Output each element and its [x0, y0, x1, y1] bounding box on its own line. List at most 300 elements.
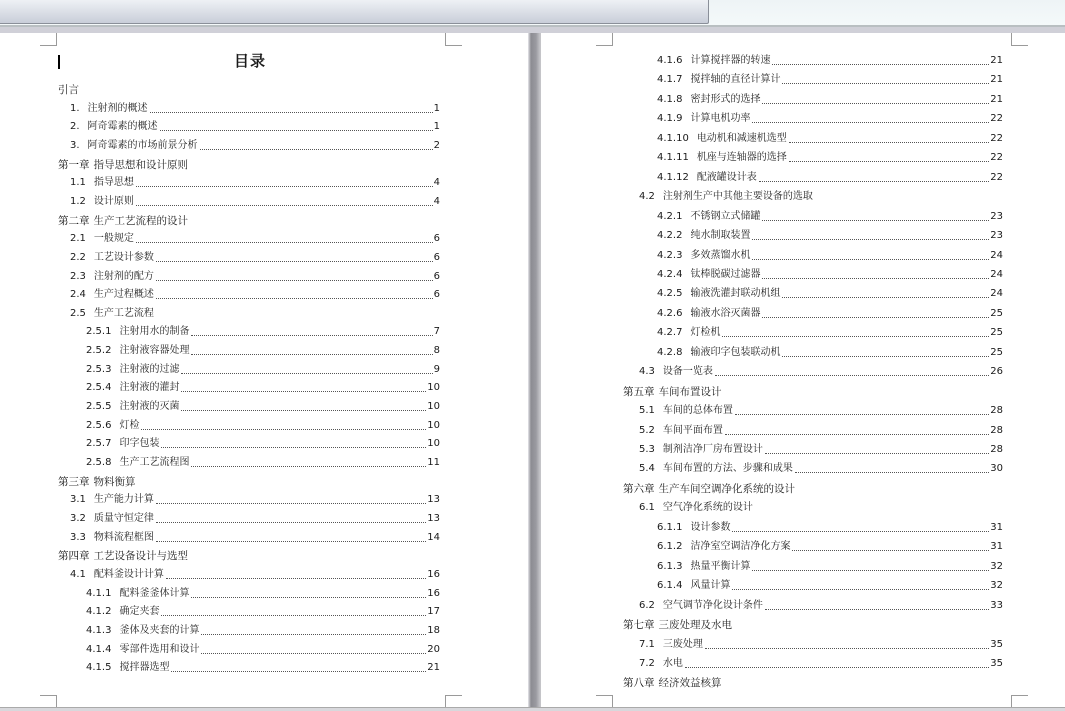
toc-entry-number: 3.2	[70, 512, 86, 524]
toc-entry[interactable]	[86, 395, 440, 413]
toc-page-number: 6	[433, 251, 440, 263]
toc-entry-label: 阿奇霉素的市场前景分析	[87, 139, 198, 151]
toc-entry-label: 工艺设计参数	[93, 251, 154, 263]
toc-entry[interactable]	[86, 619, 440, 637]
page-gutter	[528, 33, 541, 707]
toc-entry-label: 生产工艺流程的设计	[93, 214, 188, 227]
toc-entry-label: 配液罐设计表	[696, 171, 757, 183]
toc-entry-label: 车间平面布置	[662, 424, 723, 436]
toc-entry[interactable]	[86, 582, 440, 600]
toc-title: 目录	[233, 52, 266, 70]
toc-entry[interactable]	[657, 49, 1003, 67]
toc-dot-leader	[166, 578, 426, 579]
margin-corner-mark	[1011, 33, 1028, 46]
toc-entry-number: 3.	[70, 139, 80, 151]
toc-entry-number: 2.5.1	[86, 326, 112, 338]
toc-entry-label: 三废处理及水电	[658, 619, 732, 632]
toc-entry-number: 7.1	[639, 638, 655, 650]
toc-entry[interactable]	[657, 244, 1003, 262]
toc-entry[interactable]	[639, 457, 1003, 475]
toc-dot-leader	[782, 83, 989, 84]
toc-dot-leader	[759, 181, 989, 182]
toc-page-number: 21	[990, 93, 1003, 105]
toc-entry-number: 4.1.1	[86, 587, 112, 599]
toc-entry[interactable]	[70, 488, 440, 506]
toc-entry[interactable]	[70, 115, 440, 133]
toc-dot-leader	[685, 667, 989, 668]
toc-dot-leader	[156, 280, 433, 281]
toc-entry-number: 第六章	[623, 482, 655, 495]
toc-entry-number: 4.2.5	[657, 288, 683, 300]
toc-dot-leader	[136, 186, 433, 187]
toc-entry[interactable]	[657, 107, 1003, 125]
toc-page-number: 22	[990, 171, 1003, 183]
toc-entry[interactable]	[639, 438, 1003, 456]
toc-dot-leader	[181, 410, 426, 411]
toc-entry[interactable]	[70, 563, 440, 581]
toc-entry-number: 2.5.2	[86, 345, 112, 357]
toc-entry-number: 第五章	[623, 385, 655, 398]
toc-page-number: 32	[990, 580, 1003, 592]
toc-page-number: 26	[990, 366, 1003, 378]
toc-page-number: 2	[433, 139, 440, 151]
toc-dot-leader	[181, 391, 426, 392]
toc-entry[interactable]	[86, 600, 440, 618]
margin-corner-mark	[445, 33, 462, 46]
toc-entry[interactable]	[70, 227, 440, 245]
toc-dot-leader	[136, 205, 433, 206]
toc-entry-number: 第七章	[623, 619, 655, 632]
toc-entry-number: 4.2.3	[657, 249, 683, 261]
toc-dot-leader	[789, 161, 989, 162]
toc-entry-label: 注射液的灭菌	[119, 401, 180, 413]
toc-entry[interactable]	[86, 638, 440, 656]
toc-dot-leader	[789, 142, 989, 143]
toc-entry[interactable]	[657, 516, 1003, 534]
toc-page-number: 6	[433, 289, 440, 301]
toc-dot-leader	[156, 522, 426, 523]
toc-entry-label: 钛棒脱碳过滤器	[690, 268, 761, 280]
toc-entry-number: 2.4	[70, 289, 86, 301]
toc-entry-number: 2.5.7	[86, 438, 112, 450]
toc-entry[interactable]	[657, 127, 1003, 145]
toc-page-number: 28	[990, 444, 1003, 455]
toc-entry-number: 2.5	[70, 307, 86, 319]
toc-page-number: 6	[433, 233, 440, 245]
toc-page-number: 10	[427, 382, 440, 394]
toc-entry-label: 灯检	[119, 419, 140, 431]
toc-entry[interactable]	[70, 190, 440, 208]
toc-dot-leader	[735, 414, 989, 415]
toc-entry[interactable]	[86, 656, 440, 674]
toc-entry-number: 4.2.1	[657, 210, 683, 222]
toc-dot-leader	[156, 298, 433, 299]
toc-entry-label: 设计原则	[93, 195, 134, 207]
toc-entry[interactable]	[657, 341, 1003, 359]
toc-entry[interactable]	[657, 146, 1003, 164]
toc-dot-leader	[160, 130, 433, 131]
toc-dot-leader	[161, 447, 426, 448]
toc-page-number: 21	[990, 55, 1003, 66]
toc-entry-label: 制剂洁净厂房布置设计	[662, 444, 763, 455]
toc-chapter-heading[interactable]	[58, 470, 440, 488]
toc-entry-number: 7.2	[639, 657, 655, 669]
toc-entry[interactable]	[657, 263, 1003, 281]
toc-entry-number: 3.1	[70, 494, 86, 506]
toc-page-number: 10	[427, 438, 440, 450]
toc-entry[interactable]	[639, 652, 1003, 670]
toc-dot-leader	[136, 242, 433, 243]
toc-dot-leader	[201, 634, 426, 635]
toc-page-number: 1	[433, 102, 440, 114]
toc-chapter-heading[interactable]	[58, 544, 440, 562]
toc-dot-leader	[752, 122, 989, 123]
toc-dot-leader	[732, 531, 989, 532]
toc-entry[interactable]	[639, 399, 1003, 417]
toc-page-number: 30	[990, 463, 1003, 475]
toc-entry[interactable]	[657, 224, 1003, 242]
toc-entry[interactable]	[86, 339, 440, 357]
toc-dot-leader	[156, 503, 426, 504]
toc-entry-number: 4.1.2	[86, 606, 112, 618]
toc-page-number: 14	[427, 531, 440, 543]
toc-dot-leader	[161, 615, 426, 616]
toc-dot-leader	[171, 671, 426, 672]
toc-page-number: 4	[433, 177, 440, 189]
toc-page-number: 22	[990, 152, 1003, 164]
toc-page-number: 7	[433, 326, 440, 338]
toc-entry[interactable]	[657, 555, 1003, 573]
toc-entry-label: 车间的总体布置	[662, 405, 733, 417]
margin-corner-mark	[40, 33, 57, 46]
toc-page-number: 23	[990, 230, 1003, 242]
toc-entry[interactable]	[639, 633, 1003, 651]
toc-entry-number: 1.1	[70, 177, 86, 189]
toc-entry-label: 设计参数	[690, 521, 731, 533]
toc-dot-leader	[792, 550, 989, 551]
toc-entry-number: 4.1.7	[657, 74, 683, 86]
margin-corner-mark	[445, 695, 462, 707]
toc-page-number: 16	[427, 568, 440, 580]
toc-entry-label: 三废处理	[662, 638, 703, 650]
toc-dot-leader	[752, 239, 989, 240]
toc-entry-label: 计算搅拌器的转速	[690, 55, 771, 66]
toc-entry-label: 注射剂生产中其他主要设备的选取	[662, 191, 813, 203]
toc-entry-label: 物料衡算	[93, 475, 136, 488]
toc-entry[interactable]	[70, 526, 440, 544]
toc-entry-number: 6.1.1	[657, 521, 683, 533]
toc-entry[interactable]	[70, 283, 440, 301]
toc-entry[interactable]	[86, 451, 440, 469]
toc-entry[interactable]	[657, 166, 1003, 184]
toc-entry[interactable]	[70, 265, 440, 283]
toc-entry-number: 4.1.9	[657, 113, 683, 125]
toc-page-number: 6	[433, 270, 440, 282]
toc-dot-leader	[156, 541, 426, 542]
toc-page-number: 24	[990, 288, 1003, 300]
toc-page-number: 24	[990, 268, 1003, 280]
toc-entry[interactable]	[86, 320, 440, 338]
toc-entry[interactable]	[657, 88, 1003, 106]
toc-entry-label: 生产能力计算	[93, 494, 154, 506]
toc-entry-label: 设备一览表	[662, 366, 713, 378]
toc-dot-leader	[772, 64, 989, 65]
toc-entry-number: 4.2.6	[657, 307, 683, 319]
toc-entry-number: 4.1.6	[657, 55, 683, 66]
toc-entry-number: 4.1.5	[86, 662, 112, 674]
toc-chapter-heading[interactable]	[58, 209, 440, 227]
toc-page-number: 21	[990, 74, 1003, 86]
toc-entry-number: 2.5.5	[86, 401, 112, 413]
toc-page-number: 25	[990, 327, 1003, 339]
toc-entry-number: 6.2	[639, 599, 655, 611]
toc-page-number: 13	[427, 512, 440, 524]
toc-dot-leader	[762, 103, 989, 104]
toc-entry-label: 输液洗灌封联动机组	[690, 288, 781, 300]
toc-entry[interactable]	[70, 171, 440, 189]
toc-entry-label: 引言	[58, 84, 79, 96]
margin-corner-mark	[596, 33, 613, 46]
toc-entry-number: 2.5.4	[86, 382, 112, 394]
toc-entry-label: 灯检机	[690, 327, 721, 339]
toc-entry-number: 5.1	[639, 405, 655, 417]
toc-page-number: 10	[427, 419, 440, 431]
toc-entry[interactable]	[70, 302, 440, 320]
toc-entry-number: 第三章	[58, 475, 90, 488]
toc-entry-label: 物料流程框图	[93, 531, 154, 543]
toc-entry-number: 4.1	[70, 568, 86, 580]
toc-chapter-heading[interactable]	[623, 380, 1003, 398]
toc-dot-leader	[765, 453, 989, 454]
toc-page-number: 32	[990, 560, 1003, 572]
toc-entry-label: 搅拌轴的直径计算计	[690, 74, 781, 86]
toc-entry-label: 注射用水的制备	[119, 326, 190, 338]
toc-entry-number: 5.4	[639, 463, 655, 475]
toc-entry-label: 阿奇霉素的概述	[87, 121, 158, 133]
toc-page-number: 23	[990, 210, 1003, 222]
toc-entry-label: 空气调节净化设计条件	[662, 599, 763, 611]
toc-dot-leader	[782, 297, 989, 298]
toc-entry-number: 4.3	[639, 366, 655, 378]
toc-page-number: 9	[433, 363, 440, 375]
toc-entry[interactable]	[639, 360, 1003, 378]
document-page-right[interactable]	[541, 33, 1065, 707]
toc-entry-number: 4.1.8	[657, 93, 683, 105]
toc-entry-label: 经济效益核算	[658, 677, 722, 690]
toc-dot-leader	[191, 597, 426, 598]
toc-dot-leader	[752, 570, 989, 571]
toc-page-number: 21	[427, 662, 440, 674]
toc-entry[interactable]	[70, 507, 440, 525]
toc-chapter-heading[interactable]	[58, 78, 440, 96]
toc-entry-label: 生产车间空调净化系统的设计	[658, 482, 795, 495]
toc-entry-number: 第四章	[58, 550, 90, 563]
toc-page-number: 18	[427, 624, 440, 636]
toc-entry-label: 生产工艺流程图	[119, 457, 190, 468]
toc-entry[interactable]	[639, 496, 1003, 514]
document-page-left[interactable]	[0, 33, 528, 707]
toc-page-number: 35	[990, 657, 1003, 669]
toc-entry-number: 第八章	[623, 677, 655, 690]
toc-entry-number: 4.2.2	[657, 230, 683, 242]
toc-page-number: 10	[427, 401, 440, 413]
toc-entry-label: 一般规定	[93, 233, 134, 245]
toc-entry-label: 注射液容器处理	[119, 345, 190, 357]
toc-entry-label: 纯水制取装置	[690, 230, 751, 242]
toc-entry[interactable]	[70, 97, 440, 115]
toc-entry-label: 水电	[662, 657, 683, 669]
toc-entry[interactable]	[70, 134, 440, 152]
toc-entry-label: 生产工艺流程	[93, 307, 154, 319]
toc-page-number: 24	[990, 249, 1003, 261]
status-bar	[0, 707, 1065, 711]
toc-page-number: 13	[427, 494, 440, 506]
toc-page-number: 31	[990, 521, 1003, 533]
toc-dot-leader	[705, 648, 989, 649]
toc-entry[interactable]	[86, 376, 440, 394]
toc-entry-number: 3.3	[70, 531, 86, 543]
toc-entry-label: 工艺设备设计与选型	[93, 550, 188, 563]
toc-entry-number: 第一章	[58, 158, 90, 171]
toc-entry-number: 4.2.4	[657, 268, 683, 280]
toc-entry[interactable]	[639, 185, 1003, 203]
toc-entry[interactable]	[657, 205, 1003, 223]
margin-corner-mark	[40, 695, 57, 707]
toc-page-number: 28	[990, 424, 1003, 436]
toc-page-number: 25	[990, 346, 1003, 358]
toc-entry-label: 车间布置设计	[658, 385, 722, 398]
toc-dot-leader	[762, 278, 989, 279]
toc-entry-number: 6.1	[639, 502, 655, 514]
toc-page-number: 1	[433, 121, 440, 133]
toc-entry[interactable]	[657, 302, 1003, 320]
toc-page-number: 20	[427, 643, 440, 655]
toc-dot-leader	[191, 466, 426, 467]
toc-page-number: 17	[427, 606, 440, 618]
toc-entry-label: 输液水浴灭菌器	[690, 307, 761, 319]
toc-entry-label: 釜体及夹套的计算	[119, 624, 200, 636]
toc-dot-leader	[762, 220, 989, 221]
toc-entry-label: 空气净化系统的设计	[662, 502, 753, 514]
toc-entry-number: 6.1.2	[657, 541, 683, 553]
toc-entry-number: 2.	[70, 121, 80, 133]
toc-page-number: 22	[990, 132, 1003, 144]
toc-entry-label: 注射液的灌封	[119, 382, 180, 394]
toc-page-number: 35	[990, 638, 1003, 650]
toc-dot-leader	[201, 653, 426, 654]
toc-entry-number: 第二章	[58, 214, 90, 227]
toc-entry-label: 零部件选用和设计	[119, 643, 200, 655]
toc-dot-leader	[156, 261, 433, 262]
toc-dot-leader	[200, 149, 433, 150]
toc-entry-label: 搅拌器选型	[119, 662, 170, 674]
toc-entry-number: 1.	[70, 102, 80, 114]
toc-entry-number: 6.1.4	[657, 580, 683, 592]
toc-entry[interactable]	[86, 414, 440, 432]
toc-entry[interactable]	[657, 535, 1003, 553]
toc-page-number: 4	[433, 195, 440, 207]
toc-chapter-heading[interactable]	[623, 477, 1003, 495]
toc-entry-label: 配料釜设计计算	[93, 568, 164, 580]
toc-entry-label: 风量计算	[690, 580, 731, 592]
toc-entry-label: 指导思想	[93, 177, 134, 189]
toc-entry-label: 注射剂的概述	[87, 102, 148, 114]
toc-page-number: 31	[990, 541, 1003, 553]
toc-entry[interactable]	[639, 419, 1003, 437]
toc-entry[interactable]	[657, 321, 1003, 339]
toc-entry-number: 4.1.10	[657, 132, 689, 144]
toc-entry-number: 4.1.4	[86, 643, 112, 655]
toc-dot-leader	[181, 373, 432, 374]
toc-entry-number: 2.5.8	[86, 457, 112, 468]
toc-chapter-heading[interactable]	[623, 671, 1003, 689]
toc-entry-label: 印字包装	[119, 438, 160, 450]
toc-entry-number: 2.1	[70, 233, 86, 245]
toc-entry-number: 5.3	[639, 444, 655, 455]
toc-dot-leader	[715, 375, 989, 376]
toc-entry-number: 4.1.3	[86, 624, 112, 636]
toc-entry-label: 多效蒸馏水机	[690, 249, 751, 261]
toc-entry-label: 注射液的过滤	[119, 363, 180, 375]
toc-page-number: 16	[427, 587, 440, 599]
toc-entry-label: 质量守恒定律	[93, 512, 154, 524]
toc-entry[interactable]	[86, 358, 440, 376]
toc-entry-label: 不锈钢立式储罐	[690, 210, 761, 222]
toc-dot-leader	[141, 429, 426, 430]
toc-chapter-heading[interactable]	[623, 613, 1003, 631]
toc-entry[interactable]	[86, 432, 440, 450]
toc-entry-number: 5.2	[639, 424, 655, 436]
toc-entry-label: 洁净室空调洁净化方案	[690, 541, 791, 553]
toc-dot-leader	[722, 336, 989, 337]
toc-entry-label: 密封形式的选择	[690, 93, 761, 105]
toc-entry-label: 电动机和减速机选型	[696, 132, 787, 144]
toc-entry[interactable]	[657, 68, 1003, 86]
toc-dot-leader	[795, 472, 989, 473]
toc-entry-number: 6.1.3	[657, 560, 683, 572]
toc-chapter-heading[interactable]	[58, 153, 440, 171]
toc-entry-label: 注射剂的配方	[93, 270, 154, 282]
toc-dot-leader	[191, 335, 432, 336]
toc-dot-leader	[782, 356, 989, 357]
toc-entry[interactable]	[639, 594, 1003, 612]
toc-dot-leader	[762, 317, 989, 318]
toc-entry-number: 2.2	[70, 251, 86, 263]
toc-entry-number: 4.2.8	[657, 346, 683, 358]
toc-entry[interactable]	[657, 282, 1003, 300]
toc-entry-number: 4.1.11	[657, 152, 689, 164]
toc-entry-label: 车间布置的方法、步骤和成果	[662, 463, 793, 475]
toc-entry[interactable]	[70, 246, 440, 264]
toc-dot-leader	[191, 354, 432, 355]
toc-dot-leader	[765, 609, 989, 610]
toc-page-number: 28	[990, 405, 1003, 417]
toc-entry-number: 2.5.6	[86, 419, 112, 431]
toc-entry-number: 2.5.3	[86, 363, 112, 375]
toc-entry-label: 配料釜釜体计算	[119, 587, 190, 599]
toc-entry-number: 4.1.12	[657, 171, 689, 183]
toc-dot-leader	[150, 112, 433, 113]
ribbon-area	[0, 0, 1065, 27]
toc-entry-label: 计算电机功率	[690, 113, 751, 125]
toc-page-number: 22	[990, 113, 1003, 125]
toc-entry-number: 4.2.7	[657, 327, 683, 339]
toc-entry[interactable]	[657, 574, 1003, 592]
toc-entry-number: 1.2	[70, 195, 86, 207]
toc-dot-leader	[732, 589, 989, 590]
toc-entry-number: 2.3	[70, 270, 86, 282]
ribbon-group	[0, 0, 709, 24]
